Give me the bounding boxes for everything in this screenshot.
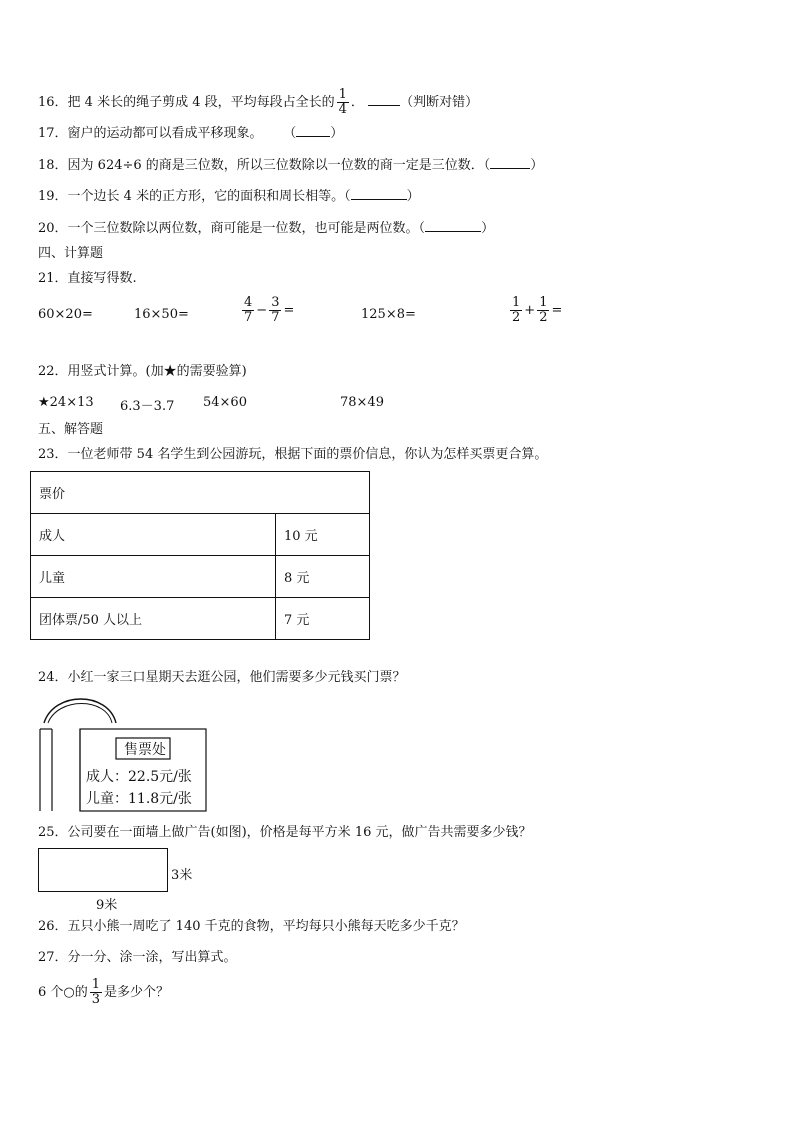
question-23-text: 23．一位老师带 54 名学生到公园游玩，根据下面的票价信息，你认为怎样买票更合算。 (38, 447, 548, 462)
section-5-heading: 五、解答题 (38, 422, 104, 437)
frac-denominator: 7 (244, 310, 253, 325)
row-label: 成人 (31, 514, 276, 556)
question-20 (38, 219, 494, 238)
q20-number: 20． (38, 221, 68, 236)
question-24-text: 24．小红一家三口星期天去逛公园，他们需要多少元钱买门票？ (38, 670, 406, 685)
billboard-width-label: 9米 (96, 898, 118, 913)
equals-sign: = (551, 303, 563, 318)
question-27-text: 27．分一分、涂一涂，写出算式。 (38, 950, 237, 965)
child-price-label: 儿童：11.8元/张 (86, 791, 192, 807)
equals-sign: = (283, 303, 295, 318)
row-price: 10 元 (276, 514, 370, 556)
billboard-height-label: 3米 (171, 868, 193, 883)
question-22-title: 22．用竖式计算。(加★的需要验算) (38, 364, 247, 379)
frac-numerator: 1 (91, 977, 101, 992)
section-4-heading: 四、计算题 (38, 246, 104, 261)
q18-number: 18． (38, 158, 68, 173)
question-16 (38, 88, 478, 117)
q21-e5-fraction-a (510, 296, 522, 325)
q21-e3-fraction-b (269, 296, 281, 325)
minus-sign: − (256, 303, 268, 318)
question-26-text: 26．五只小熊一周吃了 140 千克的食物，平均每只小熊每天吃多少千克？ (38, 919, 465, 934)
q21-expr-3 (240, 296, 294, 325)
q16-frac-denominator: 4 (338, 102, 347, 117)
table-header-row (31, 472, 370, 514)
frac-denominator: 2 (512, 310, 521, 325)
q27-fraction (90, 978, 102, 1007)
question-18 (38, 156, 543, 175)
q17-open-paren: （ (283, 126, 297, 141)
table-row (31, 514, 370, 556)
q16-answer-blank[interactable] (368, 93, 400, 106)
question-17 (38, 124, 343, 143)
q21-expr-1: 60×20= (38, 307, 93, 322)
q16-number: 16． (38, 95, 68, 110)
frac-numerator: 1 (512, 295, 521, 310)
q18-text: 因为 624÷6 的商是三位数，所以三位数除以一位数的商一定是三位数．（ (67, 158, 491, 173)
row-label: 儿童 (31, 556, 276, 598)
q19-close-paren: ） (406, 189, 420, 204)
table-row (31, 598, 370, 640)
q16-period: ． (350, 95, 364, 110)
q18-answer-blank[interactable] (490, 156, 530, 169)
q20-answer-blank[interactable] (425, 219, 481, 232)
row-label: 团体票/50 人以上 (31, 598, 276, 640)
q21-expr-2: 16×50= (134, 307, 189, 322)
frac-denominator: 7 (271, 310, 280, 325)
q19-number: 19． (38, 189, 68, 204)
q27-pre: 6 个○的 (38, 985, 88, 1000)
q19-text: 一个边长 4 米的正方形，它的面积和周长相等。（ (67, 189, 351, 204)
frac-numerator: 4 (244, 295, 253, 310)
row-price: 8 元 (276, 556, 370, 598)
q22-expr-1: ★24×13 (38, 395, 94, 410)
q18-close-paren: ） (530, 158, 544, 173)
billboard-rectangle (38, 848, 168, 892)
q16-fraction (337, 88, 349, 117)
q22-expr-3: 54×60 (203, 395, 247, 410)
table-header-cell: 票价 (31, 472, 370, 514)
q21-e3-fraction-a (242, 296, 254, 325)
q20-text: 一个三位数除以两位数，商可能是一位数，也可能是两位数。（ (67, 221, 426, 236)
ticket-price-table (30, 471, 370, 640)
q19-answer-blank[interactable] (351, 187, 407, 200)
q16-frac-numerator: 1 (338, 87, 347, 102)
question-19 (38, 187, 420, 206)
frac-numerator: 3 (271, 295, 280, 310)
q17-number: 17． (38, 126, 68, 141)
gate-arch-inner (48, 704, 112, 724)
q20-close-paren: ） (481, 221, 495, 236)
q17-text: 窗户的运动都可以看成平移现象。 (67, 126, 263, 141)
frac-numerator: 1 (539, 295, 548, 310)
plus-sign: + (524, 303, 536, 318)
q16-tail: （判断对错） (400, 95, 479, 110)
q27-post: 是多少个？ (104, 985, 170, 1000)
table-row (31, 556, 370, 598)
question-27-prompt (38, 978, 169, 1007)
q22-expr-2: 6.3－3.7 (120, 399, 175, 414)
frac-denominator: 2 (539, 310, 548, 325)
q22-expr-4: 78×49 (340, 395, 384, 410)
question-21-title: 21．直接写得数. (38, 271, 137, 286)
q21-expr-5 (508, 296, 562, 325)
row-price: 7 元 (276, 598, 370, 640)
frac-denominator: 3 (91, 992, 101, 1007)
q16-text: 把 4 米长的绳子剪成 4 段，平均每段占全长的 (67, 95, 335, 110)
adult-price-label: 成人：22.5元/张 (86, 769, 192, 785)
q21-expr-4: 125×8= (361, 307, 416, 322)
question-25-text: 25．公司要在一面墙上做广告(如图)，价格是每平方米 16 元，做广告共需要多少钱？ (38, 825, 532, 840)
q17-close-paren: ） (330, 126, 344, 141)
q17-answer-blank[interactable] (296, 124, 330, 137)
q21-e5-fraction-b (537, 296, 549, 325)
ticket-sign-title: 售票处 (124, 742, 166, 758)
